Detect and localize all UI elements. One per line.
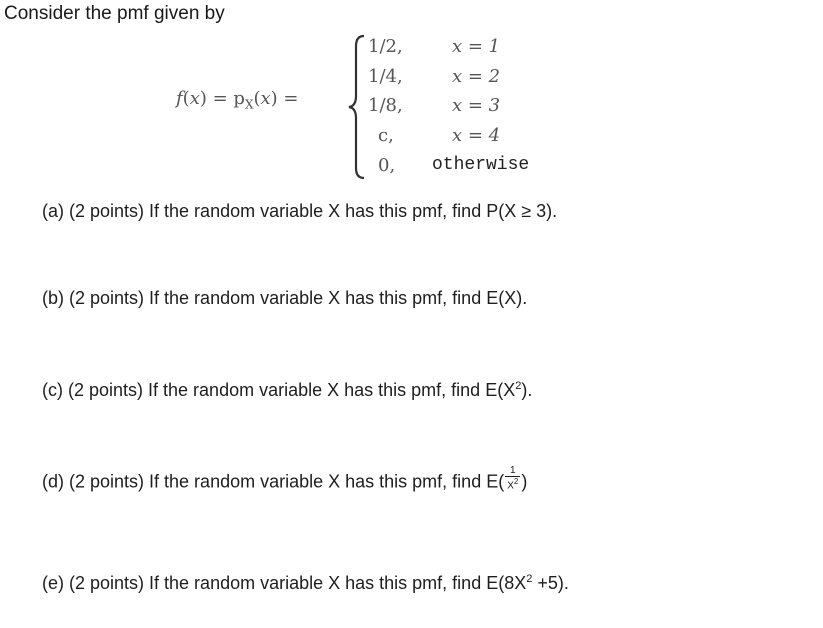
case-condition-3: x = 3 <box>452 95 501 116</box>
case-value-3: 1/8, <box>368 95 403 116</box>
question-a: (a) (2 points) If the random variable X has this pmf, find P(X ≥ 3). <box>42 201 558 221</box>
left-brace-icon <box>346 34 368 180</box>
intro-text: Consider the pmf given by <box>4 3 225 24</box>
case-value-2: 1/4, <box>368 66 403 87</box>
case-value-4: c, <box>378 125 394 146</box>
formula-lhs: $f(x) = p_X(x)$ = <box>176 88 299 112</box>
question-d: (d) (2 points) If the random variable X has this pmf, find E( $\frac{1}{X^2}$ ) <box>42 465 528 492</box>
question-e: (e) (2 points) If the random variable X has this pmf, find $E(8X^2 +5)$. <box>42 573 569 593</box>
pmf-formula <box>0 32 823 182</box>
question-b: (b) (2 points) If the random variable X has this pmf, find E(X). <box>42 288 528 308</box>
case-condition-otherwise: otherwise <box>432 155 530 175</box>
question-c: (c) (2 points) If the random variable X has this pmf, find $E(X^2)$. <box>42 380 533 400</box>
case-value-1: 1/2, <box>368 36 403 57</box>
case-condition-1: x = 1 <box>452 36 501 57</box>
fraction-one-over-x-squared: $\frac{1}{X^2}$ <box>507 465 519 492</box>
case-condition-4: x = 4 <box>452 125 501 146</box>
case-condition-2: x = 2 <box>452 66 501 87</box>
case-value-otherwise: 0, <box>378 155 396 176</box>
